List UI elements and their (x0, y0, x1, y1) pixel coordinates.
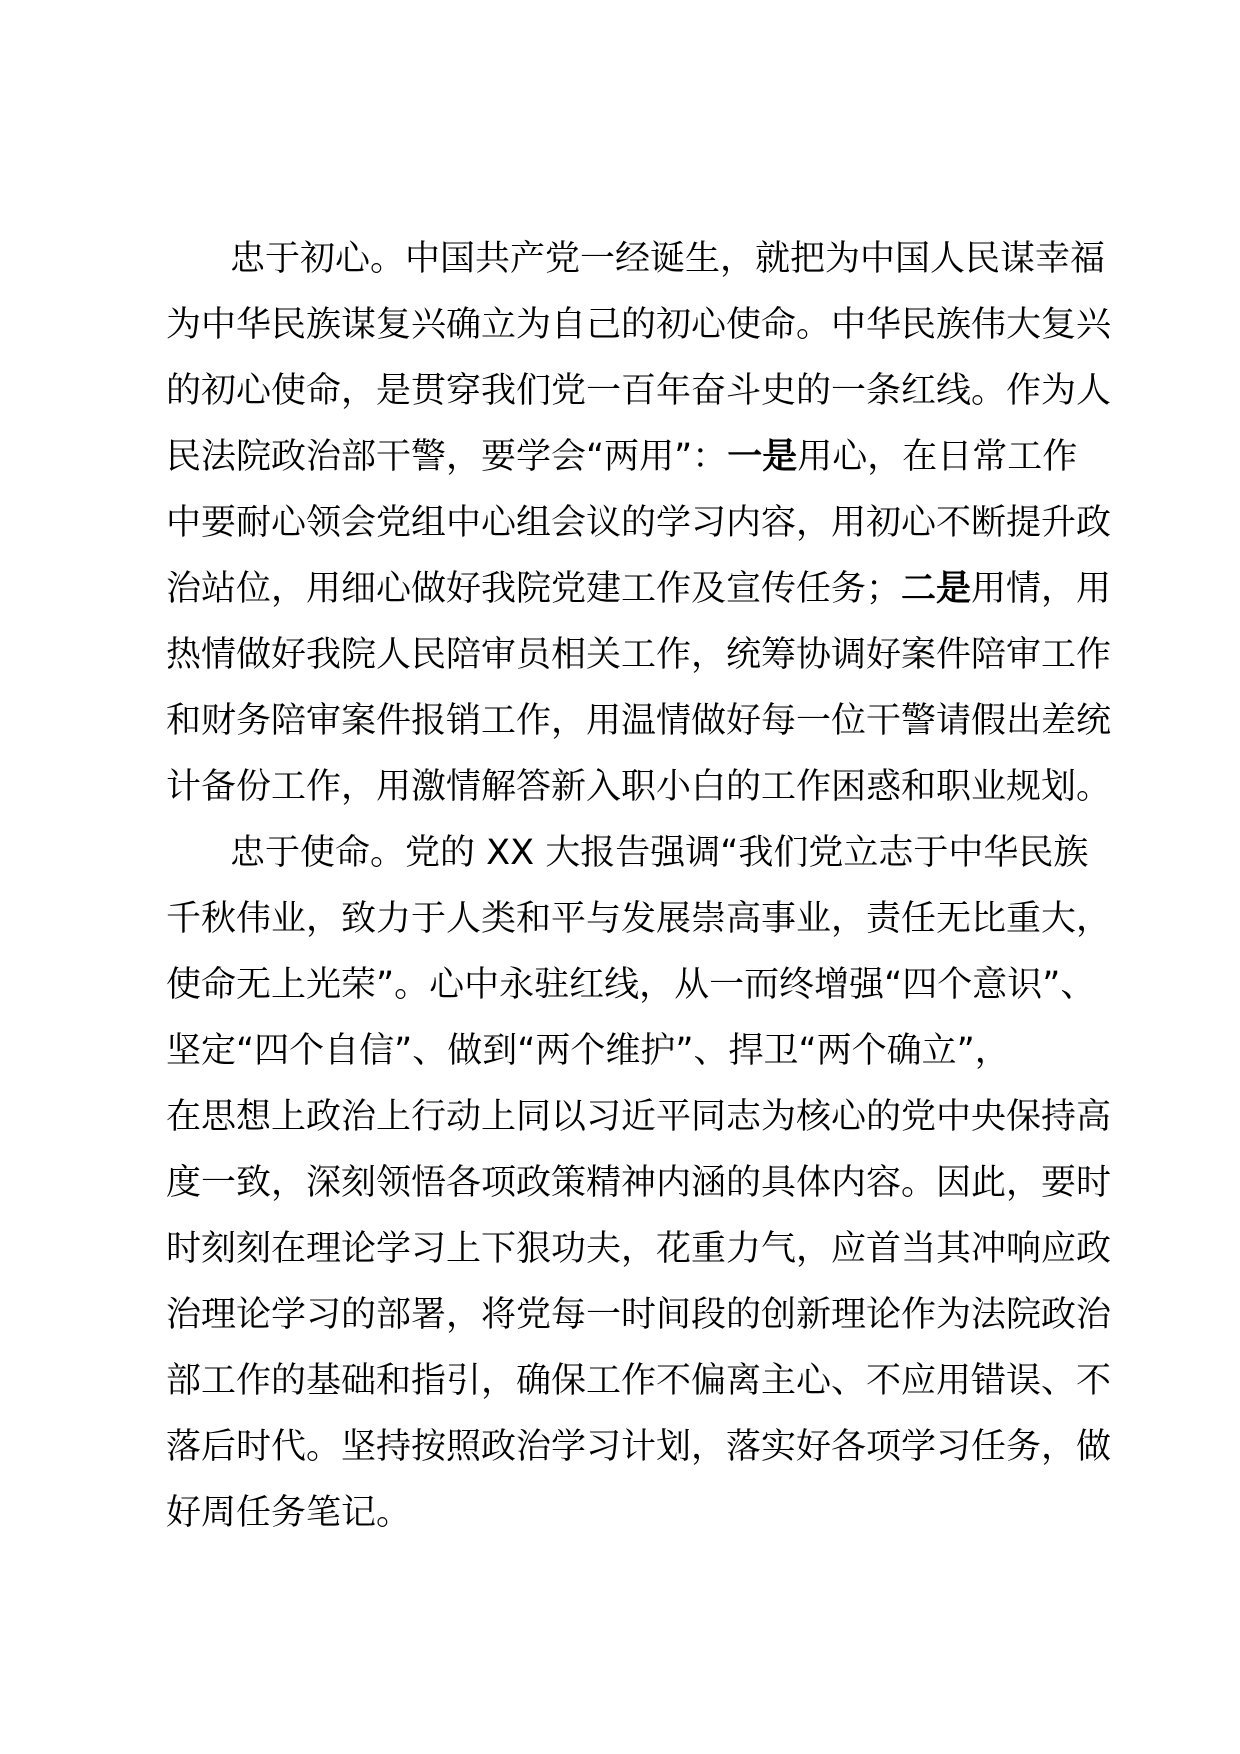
paragraph-1-line-9 (166, 754, 1112, 820)
paragraph-2-line-7 (166, 1216, 1112, 1282)
paragraph-2-line-1 (166, 820, 1089, 886)
paragraph-2-line-10 (166, 1414, 1112, 1480)
text-run: 用心，在日常工作 (797, 437, 1078, 477)
text-run: 忠于初心。中国共产党一经诞生，就把为中国人民谋幸福 (230, 239, 1106, 279)
paragraph-1-line-1 (166, 226, 1106, 292)
paragraph-1-line-4 (166, 424, 1086, 490)
text-run: 度一致，深刻领悟各项政策精神内涵的具体内容。因此，要时 (166, 1163, 1112, 1203)
text-run: 计备份工作，用激情解答新入职小白的工作困惑和职业规划。 (166, 767, 1112, 807)
paragraph-1-line-2 (166, 292, 1112, 358)
paragraph-1-line-3 (166, 358, 1112, 424)
paragraph-1-line-7 (166, 622, 1112, 688)
text-run: 用情，用 (971, 569, 1112, 609)
paragraph-2-line-5 (166, 1084, 1112, 1150)
text-run: 为中华民族谋复兴确立为自己的初心使命。中华民族伟大复兴 (166, 305, 1112, 345)
paragraph-2-line-9 (166, 1348, 1112, 1414)
text-run: 坚定“四个自信”、做到“两个维护”、捍卫“两个确立”， (166, 1031, 1010, 1071)
paragraph-1-line-6 (166, 556, 1112, 622)
text-run: 中要耐心领会党组中心组会议的学习内容，用初心不断提升政 (166, 503, 1112, 543)
text-run: 在思想上政治上行动上同以习近平同志为核心的党中央保持高 (166, 1097, 1112, 1137)
document-body (166, 226, 1112, 1546)
text-run: 落后时代。坚持按照政治学习计划，落实好各项学习任务，做 (166, 1427, 1112, 1467)
text-run: 和财务陪审案件报销工作，用温情做好每一位干警请假出差统 (166, 701, 1112, 741)
bold-marker-second: 二是 (901, 569, 972, 609)
text-run: 时刻刻在理论学习上下狠功夫，花重力气，应首当其冲响应政 (166, 1229, 1112, 1269)
paragraph-2-line-11 (166, 1480, 1086, 1546)
text-run: 民法院政治部干警，要学会“两用”： (166, 437, 728, 477)
text-run: 热情做好我院人民陪审员相关工作，统筹协调好案件陪审工作 (166, 635, 1112, 675)
paragraph-2-line-3 (166, 952, 1096, 1018)
text-run: 治站位，用细心做好我院党建工作及宣传任务； (166, 569, 902, 609)
text-run: 的初心使命，是贯穿我们党一百年奋斗史的一条红线。作为人 (166, 371, 1112, 411)
text-run: 忠于使命。党的 XX 大报告强调“我们党立志于中华民族 (230, 833, 1089, 873)
text-run: 部工作的基础和指引，确保工作不偏离主心、不应用错误、不 (166, 1361, 1112, 1401)
paragraph-2-line-4 (166, 1018, 1086, 1084)
text-run: 使命无上光荣”。心中永驻红线，从一而终增强“四个意识”、 (166, 965, 1096, 1005)
paragraph-1-line-8 (166, 688, 1112, 754)
paragraph-2-line-2 (166, 886, 1112, 952)
paragraph-1-line-5 (166, 490, 1112, 556)
text-run: 好周任务笔记。 (166, 1493, 412, 1533)
paragraph-2-line-8 (166, 1282, 1112, 1348)
text-run: 千秋伟业，致力于人类和平与发展崇高事业，责任无比重大， (166, 899, 1112, 939)
paragraph-2-line-6 (166, 1150, 1112, 1216)
text-run: 治理论学习的部署，将党每一时间段的创新理论作为法院政治 (166, 1295, 1112, 1335)
bold-marker-first: 一是 (727, 437, 798, 477)
